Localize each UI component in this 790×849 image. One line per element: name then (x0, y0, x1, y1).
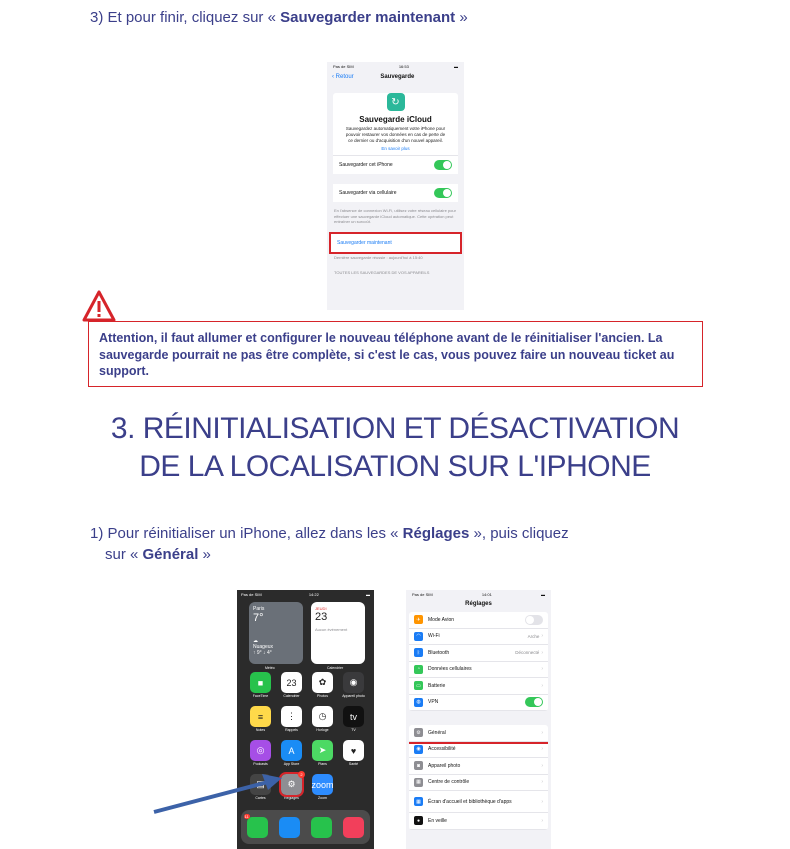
app-label: Santé (348, 762, 359, 766)
app-label: Notes (255, 728, 266, 732)
weather-desc: Nuageux (253, 644, 274, 650)
app-icon: A (281, 740, 302, 761)
row-label: En veille (428, 817, 447, 824)
settings-icon: ● (414, 816, 423, 825)
chevron-right-icon: › (541, 746, 543, 753)
chevron-right-icon: › (541, 817, 543, 824)
settings-row-en-veille[interactable] (409, 813, 548, 830)
dock-app-icon[interactable] (343, 817, 364, 838)
calendar-event: Aucun événement (315, 627, 348, 632)
step-text: 3) Et pour finir, cliquez sur « (90, 9, 281, 26)
toggle-switch[interactable] (525, 615, 543, 625)
chevron-right-icon: › (541, 633, 543, 640)
section-heading-line2: DE LA LOCALISATION SUR L'IPHONE (139, 450, 651, 483)
settings-group-general (409, 725, 548, 830)
chevron-right-icon: › (541, 666, 543, 673)
step-text: » (198, 546, 211, 563)
carrier-label: Pas de SIM (333, 64, 354, 69)
app-icon: ⋮ (281, 706, 302, 727)
app-app-store[interactable] (276, 740, 307, 766)
settings-row-centre-de-contrôle[interactable] (409, 775, 548, 792)
app-label: Plans (318, 762, 327, 766)
settings-group-connectivity (409, 612, 548, 711)
warning-text: Attention, il faut allumer et configurer le nouveau téléphone avant de le réinitialiser l'ancien. La sauvegarde pourrait ne pas être complète, si c'est le cas, vous pouvez faire un nouveau ticket au support. (99, 331, 675, 378)
status-bar (406, 590, 551, 599)
app-icon: ◎ (250, 740, 271, 761)
settings-icon: ⚙ (414, 728, 423, 737)
section-heading: 3. RÉINITIALISATION ET DÉSACTIVATION (110, 412, 680, 445)
settings-icon: ▦ (414, 778, 423, 787)
chevron-right-icon: › (541, 649, 543, 656)
chevron-right-icon: › (541, 779, 543, 786)
weather-city: Paris (253, 606, 265, 612)
settings-icon: ◙ (414, 761, 423, 770)
last-backup-note: Dernière sauvegarde réussie : aujourd'hui à 15:40 (334, 254, 423, 260)
app-label: TV (351, 728, 356, 732)
cellular-card (333, 184, 458, 202)
app-icon: ♥ (343, 740, 364, 761)
row-label: Sauvegarder via cellulaire (339, 190, 397, 196)
back-label: Retour (335, 74, 354, 80)
step-text: » (455, 9, 468, 26)
app-icon: ◷ (312, 706, 333, 727)
step-text: sur « (105, 546, 143, 563)
settings-icon: ᛒ (414, 648, 423, 657)
row-label: Wi-Fi (428, 633, 440, 640)
row-label: VPN (428, 699, 439, 706)
warning-icon (82, 290, 116, 322)
app-label: Cartes (255, 796, 266, 800)
time-label: 14:01 (481, 592, 492, 597)
app-tv[interactable] (338, 706, 369, 732)
weather-widget-label: Météo (265, 666, 275, 670)
row-label: Appareil photo (428, 762, 461, 769)
app-label: Zoom (318, 796, 327, 800)
settings-title: Réglages (465, 601, 492, 607)
app-label: Calendrier (283, 694, 300, 698)
app-facetime[interactable] (245, 672, 276, 698)
toggle-switch[interactable] (525, 697, 543, 707)
dock-app-icon[interactable] (244, 813, 268, 838)
app-zoom[interactable] (307, 774, 338, 800)
cloud-icon: ☁ (253, 638, 258, 644)
warning-box (88, 321, 703, 387)
app-icon: tv (343, 706, 364, 727)
app-icon: ➤ (312, 740, 333, 761)
status-bar (237, 590, 374, 599)
row-label: Général (428, 729, 446, 736)
row-label: Bluetooth (428, 649, 450, 656)
settings-row-appareil-photo[interactable] (409, 758, 548, 775)
app-calendrier[interactable] (276, 672, 307, 698)
settings-icon: ◔ (414, 665, 423, 674)
all-backups-header: TOUTES LES SAUVEGARDES DE VOS APPAREILS (334, 270, 430, 275)
app-icon: zoom (312, 774, 333, 795)
app-label: Photos (317, 694, 328, 698)
row-label: Batterie (428, 682, 446, 689)
row-label: Centre de contrôle (428, 779, 470, 786)
icloud-backup-icon: ↻ (387, 93, 405, 111)
back-button[interactable]: ‹ Retour (332, 74, 354, 80)
weather-temp: 7° (253, 612, 264, 624)
settings-icon: ▦ (414, 797, 423, 806)
settings-screenshot (406, 590, 551, 849)
step-text: 1) Pour réinitialiser un iPhone, allez dans les « (90, 525, 403, 542)
calendar-day: JEUDI (315, 606, 327, 611)
backup-toggle[interactable] (434, 160, 452, 170)
app-appareil-photo[interactable] (338, 672, 369, 698)
icloud-card (333, 93, 458, 174)
chevron-right-icon: › (541, 762, 543, 769)
app-label: Réglages (284, 796, 299, 800)
screen-title: Sauvegarde (380, 74, 415, 80)
dock-app-icon[interactable] (311, 817, 332, 838)
app-label: Appareil photo (342, 694, 365, 698)
settings-row-accessibilité[interactable] (409, 742, 548, 759)
app-icon: ✿ (312, 672, 333, 693)
cellular-note: En l'absence de connexion Wi-Fi, utilisez votre réseau cellulaire pour effectuer une sauvegarde iCloud automatique. Cette opération peut entraîner un surcoût. (334, 208, 456, 224)
battery-icon: ▬ (453, 64, 458, 69)
time-label: 16:53 (398, 64, 409, 69)
step-1-instruction (90, 524, 569, 544)
settings-row-écran-d-accueil-et-bibliothèque-d-apps[interactable] (409, 791, 548, 813)
row-value: Arche (527, 633, 540, 639)
app-rappels[interactable] (276, 706, 307, 732)
learn-more-link[interactable]: En savoir plus (381, 146, 410, 151)
settings-icon: ▭ (414, 681, 423, 690)
chevron-right-icon: › (541, 729, 543, 736)
settings-row-batterie[interactable] (409, 678, 548, 695)
status-bar (327, 62, 464, 71)
calendar-widget[interactable] (311, 602, 365, 664)
calendar-date: 23 (315, 611, 328, 623)
save-now-label: Sauvegarder maintenant (337, 239, 392, 246)
row-label: Écran d'accueil et bibliothèque d'apps (428, 798, 512, 805)
app-icon: ≡ (250, 706, 271, 727)
carrier-label: Pas de SIM (412, 592, 433, 597)
weather-widget[interactable] (249, 602, 303, 664)
time-label: 14:22 (308, 592, 319, 597)
step-text: », puis cliquez (469, 525, 569, 542)
app-icon: ◉ (343, 672, 364, 693)
notification-badge: 2 (298, 771, 305, 778)
app-plans[interactable] (307, 740, 338, 766)
step-bold-text: Sauvegarder maintenant (280, 9, 456, 26)
app-photos[interactable] (307, 672, 338, 698)
step-3-instruction (90, 8, 468, 28)
arrow-pointer-icon (150, 768, 290, 818)
row-label: Mode Avion (428, 616, 455, 623)
battery-icon: ▬ (365, 592, 370, 597)
app-label: Podcasts (253, 762, 268, 766)
backup-screenshot (327, 62, 464, 310)
app-empty (338, 774, 369, 800)
settings-row-général[interactable] (409, 725, 548, 742)
settings-icon: ✈ (414, 615, 423, 624)
settings-icon: ◉ (414, 745, 423, 754)
step-1-instruction-line2 (105, 545, 211, 565)
row-value: Déconnecté (515, 650, 540, 656)
app-notes[interactable] (245, 706, 276, 732)
step-bold-text: Réglages (402, 525, 470, 542)
settings-row-wi-fi[interactable] (409, 629, 548, 646)
settings-icon: ◍ (414, 698, 423, 707)
app-label: Horloge (316, 728, 329, 732)
settings-row-vpn[interactable] (409, 695, 548, 712)
app-icon: ⚙ 2 (281, 774, 302, 795)
settings-icon: ◠ (414, 632, 423, 641)
battery-icon: ▬ (540, 592, 545, 597)
icloud-heading: Sauvegarde iCloud (359, 115, 432, 124)
cellular-toggle[interactable] (434, 188, 452, 198)
save-now-button[interactable] (331, 234, 460, 252)
step-bold-text: Général (142, 546, 199, 563)
app-label: FaceTime (252, 694, 269, 698)
app-label: App Store (283, 762, 300, 766)
backup-iphone-row[interactable] (333, 155, 458, 174)
chevron-right-icon: › (541, 798, 543, 805)
row-label: Données cellulaires (428, 666, 472, 673)
settings-row-bluetooth[interactable] (409, 645, 548, 662)
app-santé[interactable] (338, 740, 369, 766)
nav-bar (327, 71, 464, 83)
dock-app-icon[interactable] (279, 817, 300, 838)
settings-row-mode-avion[interactable] (409, 612, 548, 629)
row-label: Sauvegarder cet iPhone (339, 162, 393, 168)
calendar-widget-label: Calendrier (327, 666, 344, 670)
carrier-label: Pas de SIM (241, 592, 262, 597)
app-podcasts[interactable] (245, 740, 276, 766)
row-label: Accessibilité (428, 746, 456, 753)
cellular-row[interactable] (333, 184, 458, 202)
app-label: Rappels (285, 728, 298, 732)
weather-range: ↑ 9° ↓ 4° (253, 650, 272, 656)
app-icon: 23 (281, 672, 302, 693)
icloud-description: Sauvegardez automatiquement votre iPhone pour pouvoir restaurer vos données en cas de perte de ce dernier ou d'acquisition d'un nouvel appareil. (345, 126, 446, 143)
settings-row-données-cellulaires[interactable] (409, 662, 548, 679)
notification-badge: 11 (244, 813, 249, 819)
app-icon: ■ (250, 672, 271, 693)
app-horloge[interactable] (307, 706, 338, 732)
chevron-right-icon: › (541, 682, 543, 689)
